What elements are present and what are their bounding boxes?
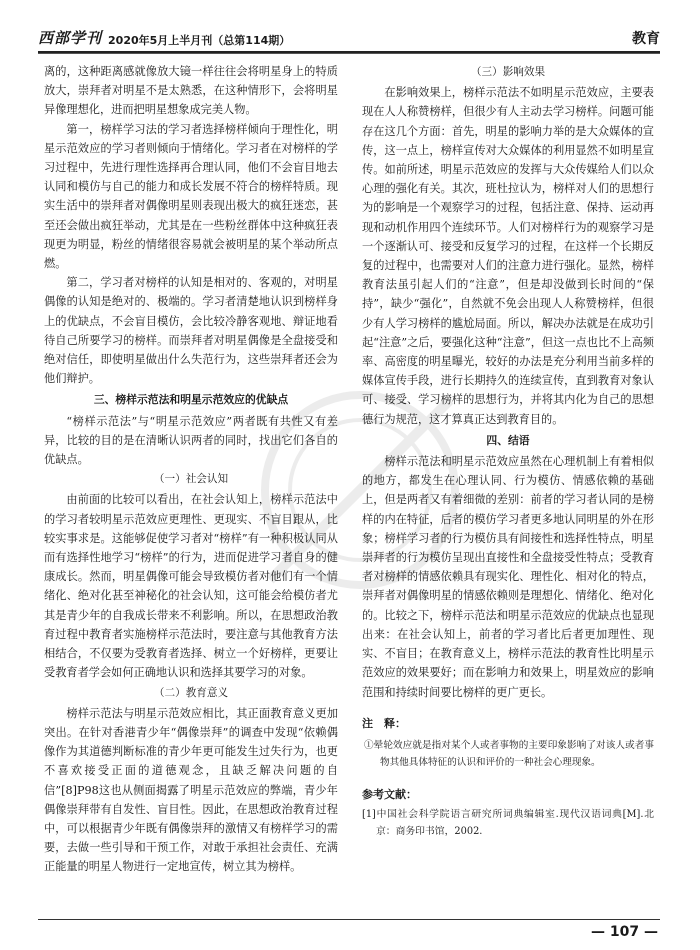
header-divider [38,53,660,54]
subsection-heading: （三）影响效果 [470,66,546,78]
subsection-heading: （二）教育意义 [153,686,229,699]
paragraph: “榜样示范法”与“明星示范效应”两者既有共性又有差异，比较的目的是在清晰认识两者的同时，找出它们各自的优缺点。 [44,414,338,467]
right-column [362,62,654,840]
footnote: ①晕轮效应就是指对某个人或者事物的主要印象影响了对该人或者事物其他具体特征的认识和评价的一种社会心理现象。 [364,739,654,768]
section-heading: 三、榜样示范法和明星示范效应的优缺点 [93,393,289,407]
paragraph: 第二，学习者对榜样的认知是相对的、客观的，对明星偶像的认知是绝对的、极端的。学习者清楚地认识到榜样身上的优缺点，不会盲目模仿，会比较冷静客观地、辩证地看待自己所要学习的榜样。而崇拜者对明星偶像是全盘接受和绝对信任，即使明星做出什么失范行为，这些崇拜者还会为他们辩护。 [44,276,338,386]
notes-title: 注 释： [362,716,406,730]
paragraph: 由前面的比较可以看出，在社会认知上，榜样示范法中的学习者较明星示范效应更理性、更现实、不盲目跟从，比较实事求是。这能够促使学习者对“榜样”有一种积极认同从而有选择性地学习“榜样”的行为，进而促进学习者自身的健康成长。然而，明星偶像可能会导致模仿者对他们有一个情绪化、绝对化甚至神秘化的社会认知，这可能会给模仿者尤其是青少年的自我成长带来不利影响。所以，在思想政治教育过程中教育者实施榜样示范法时，要注意与其他教育方法相结合，不仅要为受教育者选择、树立一个好榜样，更要让受教育者学会如何正确地认识和选择其要学习的对象。 [44,493,338,680]
section-heading: 四、结语 [486,433,530,447]
paragraph: 在影响效果上，榜样示范法不如明星示范效应，主要表现在人人称赞榜样，但很少有人主动去学习榜样。问题可能存在这几个方面：首先，明星的影响力举的是大众媒体的宣传，这一点上，榜样宣传对大众媒体的利用显然不如明星宣传。如前所述，明星示范效应的发挥与大众传媒给人们以众心理的强化有关。其次，班杜拉认为，榜样对人们的思想行为的影响是一个观察学习的过程，包括注意、保持、运动再现和动机作用四个连续环节。人们对榜样行为的观察学习是一个逐渐认可、接受和反复学习的过程，在这样一个长期反复的过程中，也需要对人们的注意力进行强化。显然，榜样教育法虽引起人们的“注意”，但是却没做到长时间的“保持”，缺少“强化”，自然就不免会出现人人称赞榜样，但很少有人学习榜样的尴尬局面。所以，解决办法就是在成功引起“注意”之后，要强化这种“注意”，但这一点也比不上高频率、高密度的明星曝光，较好的办法是充分利用当前多样的媒体宣传手段，进行长期持久的连续宣传，直到教育对象认可、接受、学习榜样的思想行为，并将其内化为自己的思想德行为规范，这才算真正达到教育目的。 [362,86,654,426]
page-header [38,22,660,53]
paragraph: 榜样示范法与明星示范效应相比，其正面教育意义更加突出。在针对香港青少年“偶像崇拜”的调查中发现“依赖偶像作为其道德判断标准的青少年更可能发生过失行为，也更不喜欢接受正面的道德观念，且缺乏解决问题的自信”[8]P98这也从侧面揭露了明星示范效应的弊端，青少年偶像崇拜带有自发性、盲目性。因此，在思想政治教育过程中，可以根据青少年既有偶像崇拜的激情又有榜样学习的需要，去做一些引导和干预工作，对敢于承担社会责任、充满正能量的明星人物进行一定地宣传，树立其为榜样。 [44,706,338,874]
journal-name: 西部学刊 [38,29,103,47]
paragraph: 离的，这种距离感就像放大镜一样往往会将明星身上的特质放大，崇拜者对明星不是太熟悉，在这种情形下，会将明星异像理想化，进而把明星想象成完美人物。 [44,65,338,117]
page-number: — 107 — [591,924,658,940]
reference-item: [1]中国社会科学院语言研究所词典编辑室.现代汉语词典[M].北京：商务印书馆，2002. [362,809,654,838]
footer-divider [38,919,660,920]
paragraph: 第一，榜样学习法的学习者选择榜样倾向于理性化，明星示范效应的学习者则倾向于情绪化。学习者在对榜样的学习过程中，先进行理性选择再合理认同，他们不会盲目地去认同和模仿与自己的能力和成长发展不符合的榜样特质。现实生活中的崇拜者对偶像明星则表现出极大的疯狂迷恋，甚至还会做出疯狂举动，尤其是在一些粉丝群体中这种疯狂表现更为明显，粉丝的情绪很容易就会被明星的某个举动所点燃。 [44,122,338,271]
paragraph: 榜样示范法和明星示范效应虽然在心理机制上有着相似的地方，都发生在心理认同、行为模仿、情感依赖的基础上，但是两者又有着细微的差别：前者的学习者认同的是榜样的内在特征，后者的模仿学习者更多地认同明星的外在形象；榜样学习者的行为模仿具有间接性和选择性特点，明星崇拜者的行为模仿呈现出直接性和全盘接受性特点；受教育者对榜样的情感依赖具有现实化、理性化、相对化的特点，崇拜者对偶像明星的情感依赖则是理想化、情绪化、绝对化的。比较之下，榜样示范法和明星示范效应的优缺点也显现出来：在社会认知上，前者的学习者比后者更加理性、现实、不盲目；在教育意义上，榜样示范法的教育性比明星示范效应的效果要好；而在影响力和效果上，明星效应的影响范围和持续时间要比榜样的更广更长。 [362,455,654,699]
references-title: 参考文献： [362,787,417,801]
section-label: 教育 [632,31,660,47]
issue-info: 2020年5月上半月刊（总第114期） [108,34,291,47]
header-left [38,27,290,48]
left-column [44,62,338,877]
subsection-heading: （一）社会认知 [153,473,229,486]
